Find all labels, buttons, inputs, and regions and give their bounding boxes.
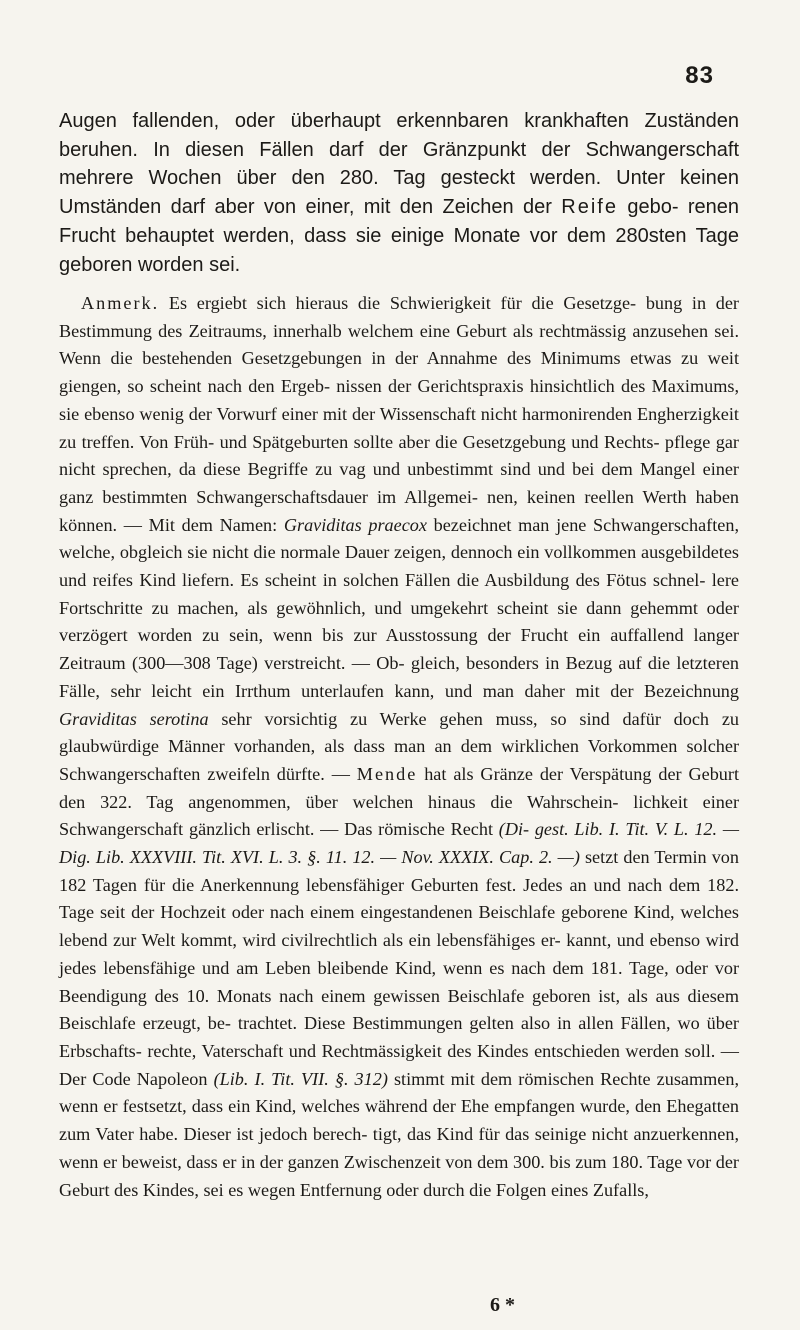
citation-digest: (Di- gest. Lib. I. Tit. V. L. 12. — Dig. Lib. XXXVIII. Tit. XVI. L. 3. §. 11. 12. — Nov. XXXIX. Cap. 2. —) (59, 819, 739, 868)
citation-code-napoleon: (Lib. I. Tit. VII. §. 312) (213, 1068, 388, 1089)
signature-mark: 6 * (490, 1294, 515, 1316)
note-label: Anmerk. (81, 293, 160, 313)
page-number: 83 (685, 62, 714, 89)
note-text-4: hat als Gränze der Verspätung der Geburt den 322. Tag angenommen, über welchen hinaus die Wahrschein- lichkeit einer Schwangerschaft gänzlich erlischt. — Das römische Recht (59, 763, 739, 840)
note-text-6: stimmt mit dem römischen Rechte zusammen, wenn er festsetzt, dass ein Kind, welches während der Ehe empfangen wurde, den Ehegatten zum Vater habe. Dieser ist jedoch berech- tigt, das Kind für das seinige nicht anzuerkennen, wenn er beweist, dass er in der ganzen Zwischenzeit von dem 300. bis zum 180. Tage vor der Geburt des Kindes, sei es wegen Entfernung oder durch die Folgen eines Zufalls, (59, 1068, 739, 1200)
main-paragraph-end: gebo- renen Frucht behauptet werden, dass sie einige Monate vor dem 280sten Tage geboren worden sei. (59, 196, 739, 276)
reife-word: Reife (561, 196, 618, 219)
annotation-note (59, 290, 739, 1204)
term-graviditas-praecox: Graviditas praecox (283, 514, 427, 535)
main-paragraph (59, 107, 739, 279)
term-graviditas-serotina: Graviditas serotina (59, 708, 209, 729)
note-text-1: Es ergiebt sich hieraus die Schwierigkeit für die Gesetzge- bung in der Bestimmung des Zeitraums, innerhalb welchem eine Geburt als rechtmässig anzusehen sei. Wenn die bestehenden Gesetzgebungen in der Annahme des Minimums etwas zu weit giengen, so scheint nach den Ergeb- nissen der Gerichtspraxis hinsichtlich des Maximums, sie ebenso wenig der Vorwurf einer mit der Wissenschaft nicht harmonirenden Engherzigkeit zu treffen. Von Früh- und Spätgeburten sollte aber die Gesetzgebung und Rechts- pflege gar nicht sprechen, da diese Begriffe zu vag und unbestimmt sind und bei dem Mangel einer ganz bestimmten Schwangerschaftsdauer im Allgemei- nen, keinen reellen Werth haben können. — Mit dem Namen: (59, 293, 739, 535)
note-text-3: sehr vorsichtig zu Werke gehen muss, so sind dafür doch zu glaubwürdige Männer vorhanden, als dass man an dem wirklichen Vorkommen solcher Schwangerschaften zweifeln dürfte. — (59, 708, 739, 784)
main-paragraph-text: Augen fallenden, oder überhaupt erkennbaren krankhaften Zuständen beruhen. In diesen Fällen darf der Gränzpunkt der Schwangerschaft mehrere Wochen über den 280. Tag gesteckt werden. Unter keinen Umständen darf aber von einer, mit den Zeichen der (59, 110, 739, 219)
note-text-5: setzt den Termin von 182 Tagen für die Anerkennung lebensfähiger Geburten fest. Jedes an und nach dem 182. Tage seit der Hochzeit oder nach einem eingestandenen Beischlafe geborene Kind, welches lebend zur Welt kommt, wird civilrechtlich als ein lebensfähiges er- kannt, und ebenso wird jedes lebensfähige und am Leben bleibende Kind, wenn es nach dem 181. Tage, oder vor Beendigung des 10. Monats nach einem gewissen Beischlafe geboren ist, als aus diesem Beischlafe erzeugt, be- trachtet. Diese Bestimmungen gelten also in allen Fällen, wo über Erbschafts- rechte, Vaterschaft und Rechtmässigkeit des Kindes entschieden werden soll. — Der Code Napoleon (59, 847, 739, 1089)
note-text-2: bezeichnet man jene Schwangerschaften, welche, obgleich sie nicht die normale Dauer zeigen, dennoch ein vollkommen ausgebildetes und reifes Kind liefern. Es scheint in solchen Fällen die Ausbildung des Fötus schnel- lere Fortschritte zu machen, als gewöhnlich, und umgekehrt scheint sie dann gehemmt oder verzögert worden zu sein, wenn bis zur Ausstossung der Frucht ein auffallend langer Zeitraum (300—308 Tage) verstreicht. — Ob- gleich, besonders in Bezug auf die letzteren Fälle, sehr leicht ein Irrthum unterlaufen kann, und man daher mit der Bezeichnung (59, 514, 739, 701)
author-mende: Mende (356, 763, 418, 784)
